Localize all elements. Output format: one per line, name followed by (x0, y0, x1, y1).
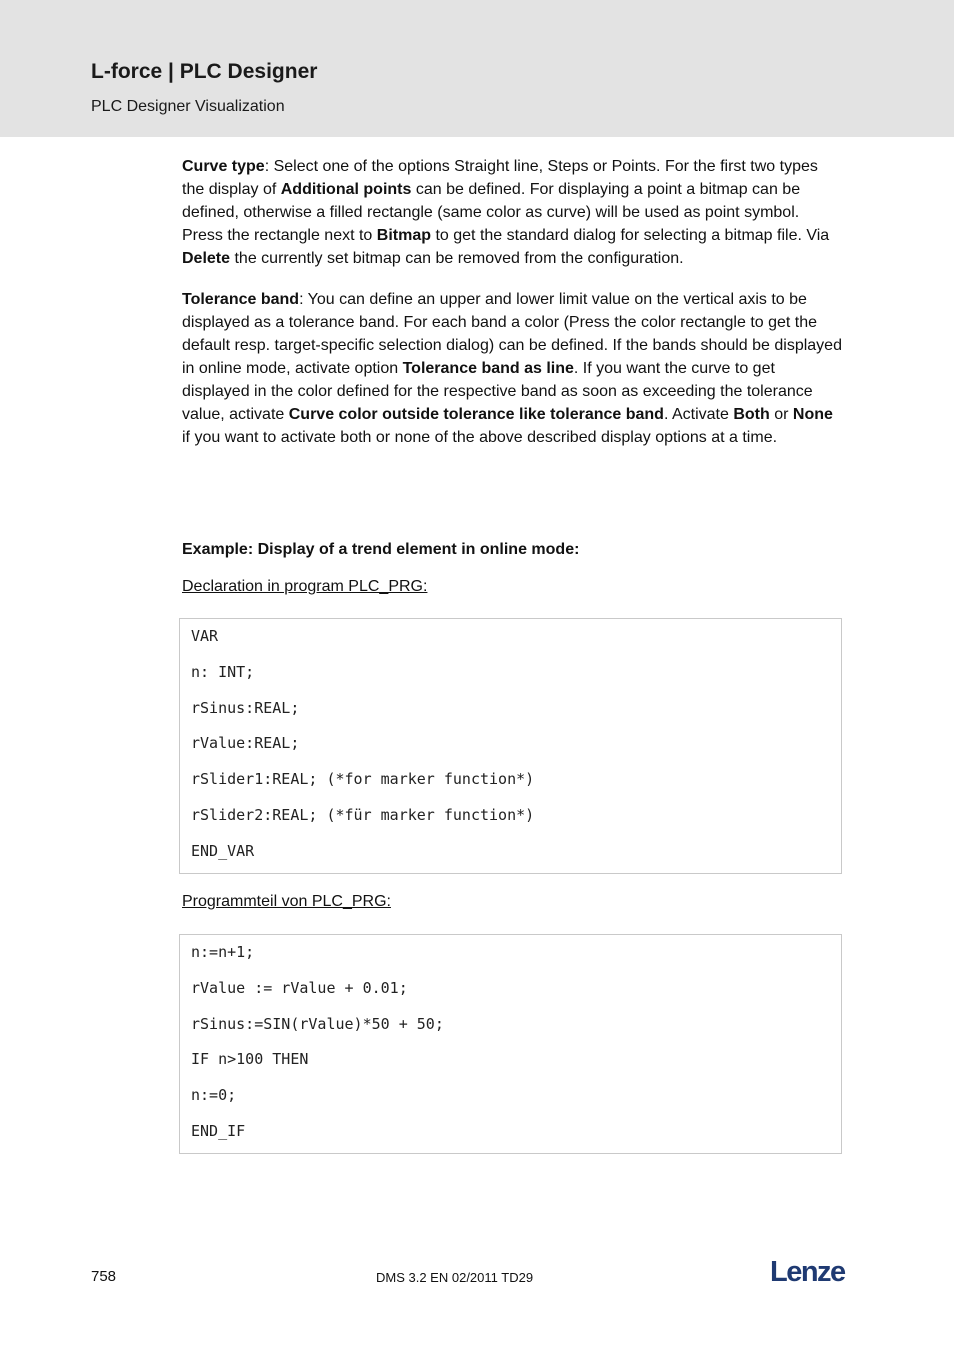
code-line: rValue := rValue + 0.01; (191, 978, 408, 997)
body-text (182, 155, 842, 467)
term-tolerance-band-as-line: Tolerance band as line (402, 360, 574, 377)
code-line: n:=n+1; (191, 943, 255, 961)
code-line: END_VAR (191, 841, 255, 860)
program-label: Programmteil von PLC_PRG: (182, 893, 391, 910)
code-line: IF n>100 THEN (191, 1050, 309, 1069)
term-curve-color-outside: Curve color outside tolerance like tolerance band (288, 406, 664, 423)
declaration-label: Declaration in program PLC_PRG: (182, 578, 428, 595)
code-line: rSlider1:REAL; (*for marker function*) (191, 770, 535, 789)
term-bitmap: Bitmap (376, 227, 432, 244)
page-number: 758 (91, 1268, 117, 1285)
program-code-block (179, 934, 842, 1154)
paragraph-curve-type: Curve type: Select one of the options Straight line, Steps or Points. For the first two types the display of Additional points can be defined. For displaying a point a bitmap can be defined, otherwise a filled rectangle (same color as curve) will be used as point symbol. Press the rectangle next to Bitmap to get the standard dialog for selecting a bitmap file. Via Delete the currently set bitmap can be removed from the configuration. (182, 158, 830, 267)
term-both: Both (733, 406, 770, 423)
lenze-logo: Lenze (770, 1256, 845, 1288)
document-title: L-force | PLC Designer (91, 60, 318, 83)
term-tolerance-band: Tolerance band (182, 291, 300, 308)
document-subtitle: PLC Designer Visualization (91, 98, 285, 115)
code-line: rSlider2:REAL; (*für marker function*) (191, 805, 535, 824)
code-line: n:=0; (191, 1086, 237, 1105)
code-line: END_IF (191, 1121, 246, 1140)
term-delete: Delete (182, 250, 231, 267)
term-none: None (792, 406, 833, 423)
code-line: rSinus:REAL; (191, 698, 300, 717)
example-heading: Example: Display of a trend element in online mode: (182, 541, 580, 558)
code-line: VAR (191, 627, 219, 645)
code-line: rValue:REAL; (191, 734, 300, 753)
document-id: DMS 3.2 EN 02/2011 TD29 (376, 1270, 534, 1285)
declaration-code-block (179, 618, 842, 874)
paragraph-tolerance-band: Tolerance band: You can define an upper and lower limit value on the vertical axis to be displayed as a tolerance band. For each band a color (Press the color rectangle to get the default resp. target-specific selection dialog) can be defined. If the bands should be displayed in online mode, activate option Tolerance band as line. If you want the curve to get displayed in the color defined for the respective band as soon as exceeding the tolerance value, activate Curve color outside tolerance like tolerance band. Activate Both or None if you want to activate both or none of the above described display options at a time. (182, 291, 842, 446)
code-line: n: INT; (191, 662, 255, 681)
term-curve-type: Curve type (182, 158, 265, 175)
code-line: rSinus:=SIN(rValue)*50 + 50; (191, 1014, 444, 1033)
term-additional-points: Additional points (280, 181, 412, 198)
page-header (0, 0, 954, 137)
